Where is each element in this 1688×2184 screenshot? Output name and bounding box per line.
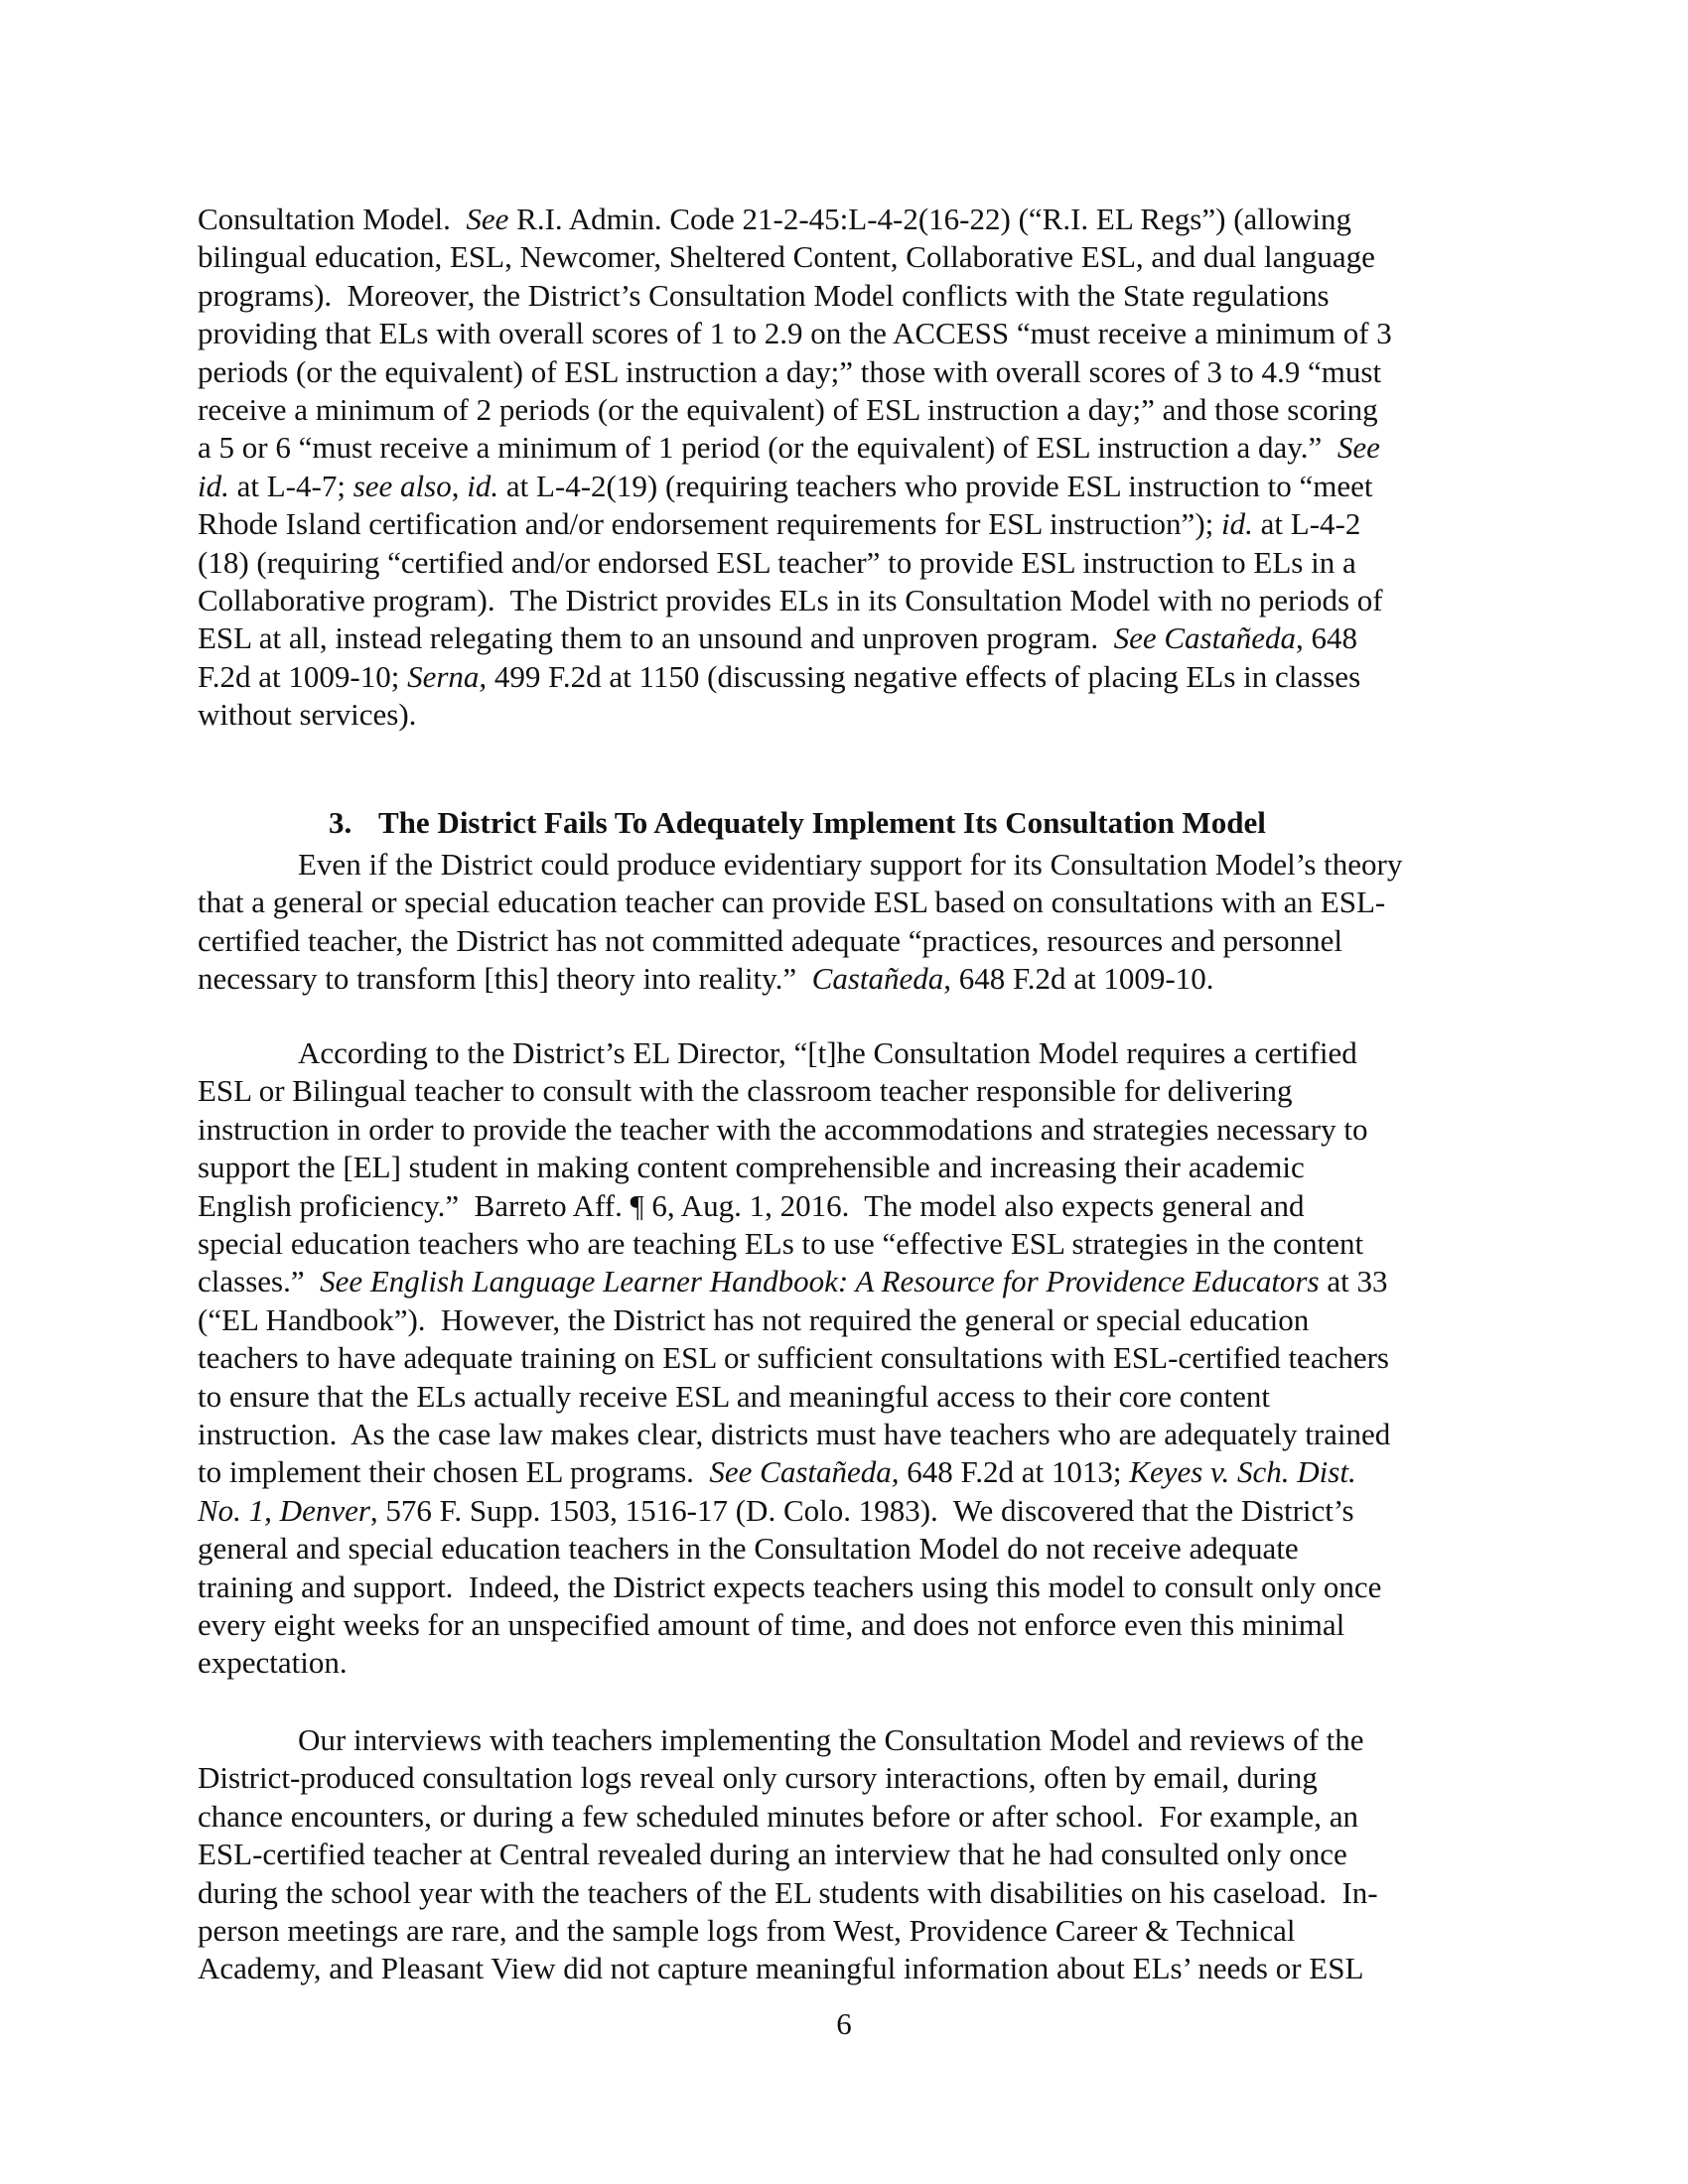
text-line bbox=[198, 922, 1343, 958]
text-line bbox=[198, 1531, 1299, 1567]
text-line bbox=[198, 1571, 1381, 1602]
body-text: Academy, and Pleasant View did not capture meaningful information about ELs’ needs or ESL bbox=[198, 1951, 1364, 1986]
text-line bbox=[198, 1837, 1347, 1872]
body-text: , 576 F. Supp. 1503, 1516-17 (D. Colo. 1983). We discovered that the District’s bbox=[369, 1492, 1354, 1528]
text-line bbox=[198, 620, 1357, 656]
citation-italic-text: see also bbox=[352, 468, 452, 503]
text-line bbox=[198, 204, 1351, 234]
body-text: during the school year with the teachers of the EL students with disabilities on his caseload. In- bbox=[198, 1874, 1378, 1910]
text-line bbox=[198, 1874, 1378, 1910]
body-text: English proficiency.” Barreto Aff. ¶ 6, Aug. 1, 2016. The model also expects general and bbox=[198, 1187, 1305, 1223]
body-text: special education teachers who are teaching ELs to use “effective ESL strategies in the content bbox=[198, 1226, 1364, 1261]
body-text: Collaborative program). The District provides ELs in its Consultation Model with no periods of bbox=[198, 583, 1383, 617]
text-line bbox=[198, 1492, 1354, 1528]
section-heading-title: The District Fails To Adequately Implement Its Consultation Model bbox=[378, 805, 1266, 840]
citation-italic-text: Castañeda bbox=[811, 961, 944, 997]
text-line bbox=[198, 885, 1386, 920]
body-text: , 648 bbox=[1296, 620, 1357, 656]
body-text: person meetings are rare, and the sample logs from West, Providence Career & Technical bbox=[198, 1913, 1296, 1948]
text-line bbox=[198, 697, 417, 733]
body-text: necessary to transform [this] theory into reality.” bbox=[198, 961, 812, 997]
text-line bbox=[198, 1378, 1270, 1414]
citation-italic-text: See bbox=[466, 202, 509, 236]
body-text: receive a minimum of 2 periods (or the equivalent) of ESL instruction a day;” and those scoring bbox=[198, 392, 1378, 427]
citation-italic-text: Keyes v. Sch. Dist. bbox=[1129, 1454, 1356, 1490]
text-line bbox=[198, 468, 1373, 503]
body-text: ESL at all, instead relegating them to an unsound and unproven program. bbox=[198, 620, 1114, 656]
body-text: at L-4-2(19) (requiring teachers who provide ESL instruction to “meet bbox=[498, 468, 1373, 503]
body-text: providing that ELs with overall scores of 1 to 2.9 on the ACCESS “must receive a minimum of 3 bbox=[198, 316, 1392, 351]
body-text: chance encounters, or during a few scheduled minutes before or after school. For example, an bbox=[198, 1798, 1358, 1834]
citation-italic-text: See Castañeda, bbox=[709, 1454, 900, 1490]
body-text: ESL or Bilingual teacher to consult with the classroom teacher responsible for delivering bbox=[198, 1073, 1293, 1109]
page-number: 6 bbox=[836, 2006, 852, 2041]
text-line bbox=[198, 277, 1330, 313]
text-line bbox=[198, 1454, 1356, 1490]
body-text: ESL-certified teacher at Central revealed during an interview that he had consulted only once bbox=[198, 1837, 1347, 1872]
body-text: a 5 or 6 “must receive a minimum of 1 period (or the equivalent) of ESL instruction a day.” bbox=[198, 430, 1337, 466]
text-line bbox=[298, 1037, 1357, 1068]
text-line bbox=[198, 1645, 348, 1681]
body-text: Rhode Island certification and/or endorsement requirements for ESL instruction”); bbox=[198, 506, 1222, 542]
text-line bbox=[198, 1340, 1389, 1376]
text-line bbox=[198, 1609, 1344, 1640]
text-line bbox=[198, 1419, 1390, 1449]
body-text: 499 F.2d at 1150 (discussing negative effects of placing ELs in classes bbox=[487, 658, 1361, 694]
text-line bbox=[298, 1724, 1364, 1755]
body-text: According to the District’s EL Director, “[t]he Consultation Model requires a certified bbox=[298, 1035, 1357, 1070]
text-line bbox=[198, 1187, 1305, 1223]
citation-italic-text: id. bbox=[467, 468, 499, 503]
body-text: programs). Moreover, the District’s Consultation Model conflicts with the State regulations bbox=[198, 277, 1330, 313]
citation-italic-text: id. bbox=[198, 468, 229, 503]
body-text: to implement their chosen EL programs. bbox=[198, 1454, 710, 1490]
text-line bbox=[198, 1915, 1296, 1946]
body-text: instruction. As the case law makes clear, districts must have teachers who are adequately trained bbox=[198, 1417, 1391, 1451]
body-text: , bbox=[451, 468, 468, 503]
body-text: (18) (requiring “certified and/or endorsed ESL teacher” to provide ESL instruction to ELs in a bbox=[198, 544, 1356, 580]
body-text: (“EL Handbook”). However, the District has not required the general or special education bbox=[198, 1301, 1310, 1337]
body-text: bilingual education, ESL, Newcomer, Sheltered Content, Collaborative ESL, and dual language bbox=[198, 239, 1375, 275]
body-text: support the [EL] student in making content comprehensible and increasing their academic bbox=[198, 1150, 1305, 1185]
body-text: Our interviews with teachers implementing the Consultation Model and reviews of the bbox=[298, 1722, 1364, 1757]
body-text: expectation. bbox=[198, 1645, 348, 1681]
body-text: training and support. Indeed, the District expects teachers using this model to consult only once bbox=[198, 1569, 1382, 1604]
text-line bbox=[198, 1228, 1363, 1259]
text-line bbox=[198, 544, 1356, 580]
body-text: to ensure that the ELs actually receive ESL and meaningful access to their core content bbox=[198, 1378, 1270, 1414]
text-line bbox=[198, 1073, 1293, 1109]
text-line bbox=[198, 1760, 1318, 1796]
text-line bbox=[198, 1266, 1387, 1297]
body-text: that a general or special education teacher can provide ESL based on consultations with an ESL- bbox=[198, 885, 1386, 920]
body-text: without services). bbox=[198, 697, 417, 733]
body-text: F.2d at 1009-10; bbox=[198, 658, 408, 694]
text-line bbox=[298, 849, 1402, 880]
body-text: , 648 F.2d at 1009-10. bbox=[943, 961, 1214, 997]
body-text: instruction in order to provide the teacher with the accommodations and strategies necessary to bbox=[198, 1111, 1368, 1147]
citation-italic-text: Serna, bbox=[407, 658, 488, 694]
text-line bbox=[198, 239, 1375, 275]
body-text: at 33 bbox=[1319, 1264, 1388, 1299]
body-text: at L-4-2 bbox=[1252, 506, 1361, 542]
section-heading-number: 3. bbox=[329, 805, 352, 840]
text-line bbox=[198, 353, 1382, 389]
body-text: 648 F.2d at 1013; bbox=[899, 1454, 1130, 1490]
body-text: general and special education teachers in the Consultation Model do not receive adequate bbox=[198, 1531, 1299, 1567]
text-line bbox=[198, 1951, 1364, 1986]
body-text: Even if the District could produce evidentiary support for its Consultation Model’s theory bbox=[298, 847, 1403, 882]
text-line bbox=[198, 961, 1214, 997]
citation-italic-text: See Castañeda bbox=[1113, 620, 1296, 656]
citation-italic-text: See English Language Learner Handbook: A Resource for Providence Educators bbox=[320, 1264, 1320, 1299]
text-line bbox=[198, 1150, 1305, 1185]
text-line bbox=[198, 316, 1392, 351]
body-text: periods (or the equivalent) of ESL instruction a day;” those with overall scores of 3 to 4.9 “must bbox=[198, 353, 1382, 389]
text-line bbox=[198, 1111, 1368, 1147]
body-text: teachers to have adequate training on ESL or sufficient consultations with ESL-certified teachers bbox=[198, 1340, 1389, 1376]
text-line bbox=[198, 1798, 1358, 1834]
body-text: Consultation Model. bbox=[198, 202, 467, 236]
body-text: at L-4-7; bbox=[228, 468, 353, 503]
body-text: every eight weeks for an unspecified amount of time, and does not enforce even this minimal bbox=[198, 1607, 1345, 1642]
citation-italic-text: See bbox=[1336, 430, 1380, 466]
text-line bbox=[198, 430, 1380, 466]
body-text: District-produced consultation logs reveal only cursory interactions, often by email, during bbox=[198, 1760, 1318, 1796]
text-line bbox=[198, 585, 1383, 615]
text-line bbox=[198, 1301, 1310, 1337]
body-text: classes.” bbox=[198, 1264, 321, 1299]
text-line bbox=[198, 658, 1361, 694]
body-text: R.I. Admin. Code 21-2-45:L-4-2(16-22) (“R.I. EL Regs”) (allowing bbox=[508, 202, 1352, 236]
citation-italic-text: No. 1, Denver bbox=[198, 1492, 370, 1528]
citation-italic-text: id. bbox=[1221, 506, 1253, 542]
section-heading bbox=[298, 776, 1266, 840]
text-line bbox=[198, 394, 1378, 425]
body-text: certified teacher, the District has not committed adequate “practices, resources and personnel bbox=[198, 922, 1343, 958]
text-line bbox=[198, 506, 1361, 542]
